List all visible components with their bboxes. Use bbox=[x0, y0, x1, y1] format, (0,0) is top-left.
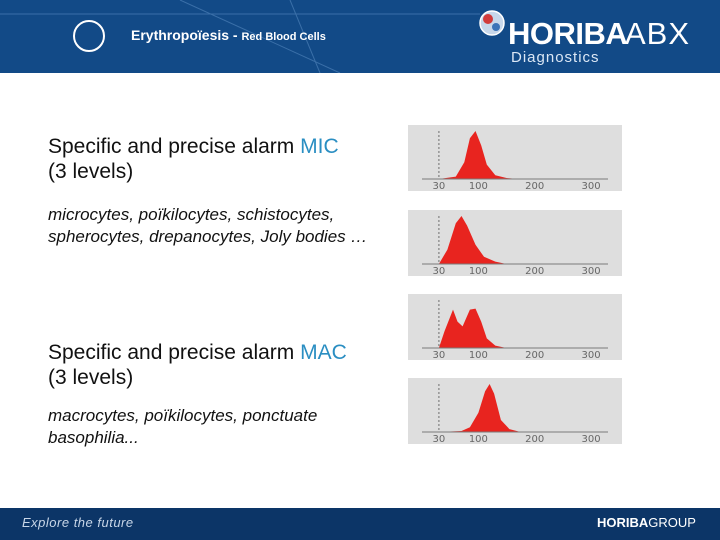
logo-suffix: ABX bbox=[625, 16, 691, 51]
slide-title bbox=[131, 27, 326, 45]
logo-subtitle: Diagnostics bbox=[511, 49, 600, 66]
title-sub: Red Blood Cells bbox=[241, 31, 326, 43]
alarm-prefix: Specific and precise alarm bbox=[48, 341, 301, 364]
tick-label: 100 bbox=[468, 266, 488, 276]
tick-label: 30 bbox=[432, 266, 446, 276]
tick-label: 100 bbox=[468, 181, 488, 191]
globe-emblem-icon bbox=[478, 8, 508, 42]
distribution-curve bbox=[439, 384, 521, 432]
tick-label: 200 bbox=[525, 266, 545, 276]
histogram bbox=[408, 125, 622, 191]
logo-word: HORIBA bbox=[508, 16, 628, 51]
histogram-svg bbox=[408, 378, 622, 444]
distribution-curve bbox=[439, 131, 518, 179]
tick-label: 30 bbox=[432, 350, 446, 360]
tick-label: 30 bbox=[432, 434, 446, 444]
histogram bbox=[408, 378, 622, 444]
footer-tagline: Explore the future bbox=[22, 515, 134, 530]
tick-label: 300 bbox=[581, 350, 601, 360]
alarm-mic-description: microcytes, poïkilocytes, schistocytes, spherocytes, drepanocytes, Joly bodies … bbox=[48, 205, 368, 246]
footer-bar bbox=[0, 508, 720, 540]
alarm-code: MAC bbox=[300, 341, 347, 364]
distribution-curve bbox=[439, 216, 507, 264]
footer-logo bbox=[597, 515, 696, 530]
tick-label: 100 bbox=[468, 434, 488, 444]
histogram-svg bbox=[408, 294, 622, 360]
tick-label: 300 bbox=[581, 266, 601, 276]
tick-label: 100 bbox=[468, 350, 488, 360]
histogram bbox=[408, 210, 622, 276]
alarm-mac-heading bbox=[48, 340, 398, 390]
tick-label: 200 bbox=[525, 181, 545, 191]
horiba-abx-logo bbox=[478, 8, 708, 68]
title-main: Erythropoïesis bbox=[131, 27, 230, 43]
histogram-svg bbox=[408, 210, 622, 276]
footer-logo-word: HORIBA bbox=[597, 515, 649, 530]
histogram-svg bbox=[408, 125, 622, 191]
alarm-mac-description: macrocytes, poïkilocytes, ponctuate basophilia... bbox=[48, 406, 318, 447]
circle-icon bbox=[73, 20, 105, 52]
title-separator: - bbox=[229, 27, 242, 43]
tick-label: 200 bbox=[525, 434, 545, 444]
tick-label: 200 bbox=[525, 350, 545, 360]
alarm-code: MIC bbox=[300, 135, 339, 158]
alarm-levels: (3 levels) bbox=[48, 160, 134, 183]
tick-label: 300 bbox=[581, 181, 601, 191]
tick-label: 300 bbox=[581, 434, 601, 444]
header-bar bbox=[0, 0, 720, 73]
histogram bbox=[408, 294, 622, 360]
alarm-levels: (3 levels) bbox=[48, 366, 134, 389]
tick-label: 30 bbox=[432, 181, 446, 191]
footer-logo-suffix: GROUP bbox=[648, 515, 696, 530]
distribution-curve bbox=[439, 309, 507, 348]
alarm-prefix: Specific and precise alarm bbox=[48, 135, 301, 158]
alarm-mic-heading bbox=[48, 134, 398, 184]
